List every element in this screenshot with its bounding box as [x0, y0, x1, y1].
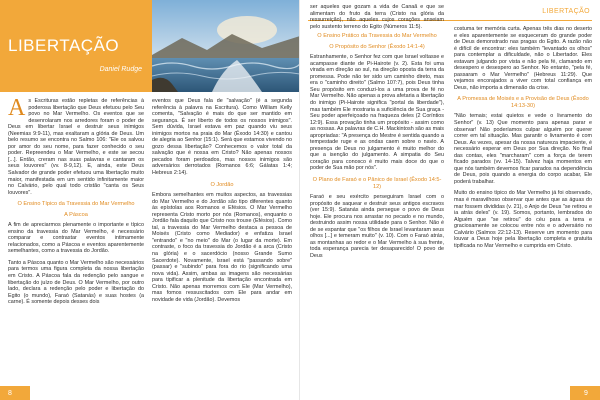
running-header-title: LIBERTAÇÃO — [542, 8, 590, 15]
right-column-2 — [454, 26, 592, 254]
paragraph: Embora semelhantes em muitos aspectos, as travessias do Mar Vermelho e do Jordão são tipo diferentes quanto às epístolas aos Romanos e Efésios. O Mar Vermelho representa Cristo morto por nós (Romanos), enquanto o Jordão fala daquilo que Cristo nos trouxe (Efésios). Como tal, a travessia do Mar Vermelho destaca a pessoa de Moisés (Cristo como Mediador) e enfatiza Israel "entrando" e "no meio" do Mar (o lugar da morte). Em contraste, o foco da travessia do Jordão é a arca (Cristo na glória) e o sacerdócio (nosso Grande Sumo Sacerdote). Novamente, Israel está "passando sobre" (passar) e "subindo" para fora do rio (significando uma nova vida). Assim, ambas as imagens são necessárias para tipificar a plenitude da libertação encontrada em Cristo. Não apenas morremos com Ele (Mar Vermelho), mas fomos ressuscitados com Ele para andar em novidade de vida (Jordão). Devemos — [152, 192, 292, 303]
section-heading: O Ensino Prático da Travessia do Mar Vermelho — [317, 33, 437, 40]
section-heading: O Ensino Típico da Travessia do Mar Vermelho — [17, 201, 135, 208]
page-number: 9 — [584, 390, 588, 397]
article-title: LIBERTAÇÃO — [8, 36, 120, 55]
paragraph: Faraó e seu exército perseguiram Israel com o propósito de saquear e destruir seus antigos escravos (ver 15:9). Satanás ainda persegue o povo de Deus hoje. Ele procura nos arrastar no pecado e no mundo, destruindo assim nossa utilidade para o Senhor. Não é de se espantar que "os filhos de Israel levantaram seus olhos [...] e temeram muito" (v. 10). Com o Faraó atrás, as montanhas ao redor e o Mar Vermelho à sua frente, toda esperança parecia ter desaparecido! O povo de Deus — [310, 194, 444, 259]
right-page — [300, 0, 600, 400]
subsection-heading: O Plano de Faraó e o Pânico de Israel (Êxodo 14:5-12) — [312, 177, 442, 190]
article-author: Daniel Rudge — [99, 66, 142, 73]
intro-paragraph: s Escrituras estão repletas de referências à poderosa libertação que Deus efetuou pelo Seu povo no Mar Vermelho. Os eventos que se desenrolaram nos arredores foram o poder de Deus em libertar Israel e destruir seus inimigos (Neemias 9:9-11), mas exaltaram a glória de Deus. Um belo resumo se encontra no Salmo 106: "Ele os salvou por amor do seu nome, para fazer conhecido o seu poder. Repreendeu o Mar Vermelho, e este se secou [...]. Então, creram nas suas palavras e cantaram os seus louvores" (vv. 8-9,12). E, ainda, este Deus Salvador de grande poder efetuou uma libertação muito maior, manifestada em um sentido infinitamente maior no Calvário, pelo qual todo cristão "canta os Seus louvores". — [8, 98, 144, 196]
paragraph: Estranhamente, o Senhor fez com que Israel voltasse e acampasse diante de Pi-Hairote (v. 2). Esta foi uma virada em direção ao sul, na direção oposta da terra da promessa. Pode não ter sido um caminho direto, mas era o "caminho direito" (Salmo 107:7), pois Deus tinha Seu propósito em conduzi-los a uma prova de fé no Mar Vermelho. Não apenas a prova afetaria a libertação do inimigo (Pi-Hairote significa "portal da liberdade"), mas também Ele mostraria a suficiência de Sua graça - Seu poder aperfeiçoado na fraqueza deles (2 Coríntios 12:9). Essa provação tinha um propósito - assim como as nossas. As palavras de C.H. Mackintosh são as mais apropriadas: "A presença do Mestre é sentida quando a tempestade ruge e as ondas caem sobre o navio. A presença de Deus no julgamento é muito melhor do que a isenção do julgamento. A simpatia do Seu coração para conosco é muito mais doce do que o poder de Sua mão por nós". — [310, 54, 444, 172]
left-column-1 — [8, 95, 144, 311]
paragraph: ser aqueles que gozam a vida de Canaã e que se alimentam do fruto da terra (Cristo na glória da ressurreição), não aqueles cujos corações anseiam pelo sustento terreno do Egito (Números 11:5). — [310, 4, 444, 30]
subsection-heading: A Promessa de Moisés e a Provisão de Deus (Êxodo 14:13-30) — [457, 96, 589, 109]
subsection-heading: O Propósito do Senhor (Êxodo 14:1-4) — [329, 43, 425, 50]
red-sea-photo — [152, 0, 300, 92]
paragraph: A fim de apreciarmos plenamente o importante e típico ensino da travessia do Mar Vermelho, é necessário comparar e contrastar eventos intimamente relacionados, como a Páscoa e eventos aparentemente semelhantes, como a travessia do Jordão. — [8, 222, 144, 255]
paragraph: costuma ter memória curta. Apenas três dias no deserto e eles aparentemente se esqueceram do grande poder de Deus demonstrado nas pragas do Egito. A razão não é difícil de encontrar: eles também "levantado os olhos" para contemplar a dificuldade, não o Libertador. Eles estavam julgando por vista e não pela fé, clamando em desespero e desespero ao Senhor. No entanto, "pela fé, passaram o Mar Vermelho" (Hebreus 11:29). Que vejamos encorajados a viver com total confiança em Deus, não importa a dimensão da crise. — [454, 26, 592, 91]
paragraph: Tanto a Páscoa quanto o Mar Vermelho são necessários para termos uma figura completa da nossa libertação em Cristo. A Páscoa fala da redenção pelo sangue e libertação do juízo de Deus. O Mar Vermelho, por outro lado, declara a redenção pelo poder e libertação do Egito (o mundo), Faraó (Satanás) e suas hostes (a carne). É somente depois desses dois — [8, 259, 144, 306]
page-number: 8 — [8, 390, 12, 397]
title-banner — [0, 0, 152, 92]
subsection-heading: A Páscoa — [64, 211, 88, 218]
paragraph: Muito do ensino típico do Mar Vermelho já foi observado, mas é maravilhoso observar que antes que as águas do mar fossem divididas (v. 21), o Anjo de Deus "se retirou e ia atrás deles" (v. 19). Somos, portanto, lembrados do Alguém que "se retirou" do céu para a terra e graciosamente se colocou entre nós e o adversário no Calvário (Salmos 22:12-13). Reserve um momento para louvar a Deus hoje pela libertação completa e gratuita tipificada no Mar Vermelho e cumprida em Cristo. — [454, 190, 592, 249]
subsection-heading: O Jordão — [210, 181, 234, 188]
left-column-2 — [152, 98, 292, 308]
right-column-1 — [310, 4, 444, 265]
footer-bar — [0, 386, 30, 400]
paragraph: eventos que Deus fala de "salvação" (é a segunda referência à palavra na Escritura). Como William Kelly comenta, "Salvação é mais do que ser mantido em segurança. É ser liberto de todos os nossos inimigos". Sem dúvida, Israel estava em paz quando viu seus inimigos mortos na praia do Mar (Êxodo 14:30) e cantou de alegria ao Senhor (15:1). Será que estamos vivendo no gozo dessa libertação? Conhecemos o valor total da salvação que é nossa em Cristo? Não apenas nossos pecados foram perdoados, mas nossos inimigos são adversários derrotados (Romanos 6:6; Gálatas 1:4; Hebreus 2:14). — [152, 98, 292, 177]
drop-cap: A — [8, 95, 26, 121]
paragraph: "Não temais; estai quietos e vede o livramento do Senhor" (v. 13) Que momento para apenas parar e observar! Não poderíamos culpar alguém por querer correr em tal situação. Mas garantir o livramento é com Deus. As vezes, apesar da nossa natureza impaciente, é necessário esperar em Deus por Sua direção. No final das contas, eles "marcharam" com a força de terem ficado parados (vv. 14-15). Talvez haja momentos em que nós também devemos ficar parados na dependência de Deus, pois quando a energia do corpo acabar, Ele poderá trabalhar. — [454, 113, 592, 185]
